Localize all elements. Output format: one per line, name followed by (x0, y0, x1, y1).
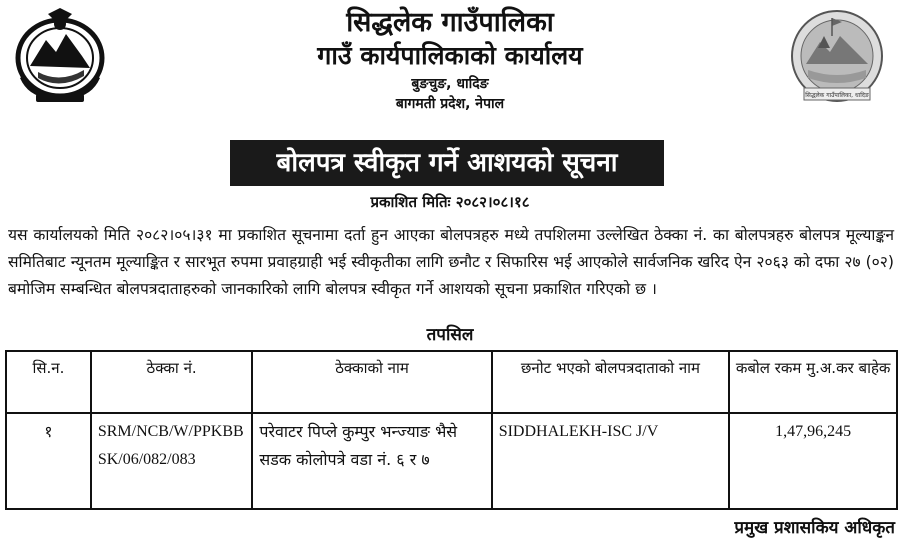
header-sn: सि.न. (6, 351, 91, 413)
table-row (6, 413, 897, 509)
office-location: बुङचुङ, धादिङ (411, 76, 489, 92)
province-name: बागमती प्रदेश, नेपाल (395, 96, 505, 112)
tender-table (5, 350, 898, 510)
table-header-row (6, 351, 897, 413)
header-contract-no: ठेक्का नं. (91, 351, 253, 413)
table-title: तपसिल (426, 325, 474, 345)
notice-title: बोलपत्र स्वीकृत गर्ने आशयको सूचना (230, 140, 664, 186)
header-contract-name: ठेक्काको नाम (252, 351, 491, 413)
header-amount: कबोल रकम मु.अ.कर बाहेक (729, 351, 897, 413)
cell-bidder: SIDDHALEKH-ISC J/V (492, 413, 730, 509)
signature-title: प्रमुख प्रशासकिय अधिकृत (734, 518, 895, 538)
municipality-logo-icon (788, 6, 886, 106)
municipality-name: सिद्धलेक गाउँपालिका (346, 7, 554, 38)
svg-text:सिद्धलेक गाउँपालिका, धादिङ: सिद्धलेक गाउँपालिका, धादिङ (805, 92, 869, 99)
office-name: गाउँ कार्यपालिकाको कार्यालय (317, 41, 583, 70)
notice-body: यस कार्यालयको मिति २०८२।०५।३१ मा प्रकाशित सूचनामा दर्ता हुन आएका बोलपत्रहरु मध्ये तपशिलमा उल्लेखित ठेक्का नं. का बोलपत्रहरु बोलपत्र मूल्याङ्कन समितिबाट न्यूनतम मूल्याङ्कित र सारभूत रुपमा प्रवाहग्राही भई स्वीकृतीका लागि छनौट र सिफारिस भई आएकोले सार्वजनिक खरिद ऐन २०६३ को दफा २७ (०२) बमोजिम सम्बन्धित बोलपत्रदाताहरुको जानकारिको लागि बोलपत्र स्वीकृत गर्ने आशयको सूचना प्रकाशित गरिएको छ । (8, 226, 894, 298)
cell-contract-name: परेवाटर पिप्ले कुम्पुर भन्ज्याङ भैसे सडक कोलोपत्रे वडा नं. ६ र ७ (252, 413, 491, 509)
cell-sn: १ (6, 413, 91, 509)
nepal-emblem-icon (8, 6, 112, 106)
cell-amount: 1,47,96,245 (729, 413, 897, 509)
header-bidder: छनोट भएको बोलपत्रदाताको नाम (492, 351, 730, 413)
letterhead (200, 6, 700, 114)
published-date: प्रकाशित मितिः २०८२।०८।१८ (370, 193, 530, 211)
cell-contract-no: SRM/NCB/W/PPKBBSK/06/082/083 (91, 413, 253, 509)
